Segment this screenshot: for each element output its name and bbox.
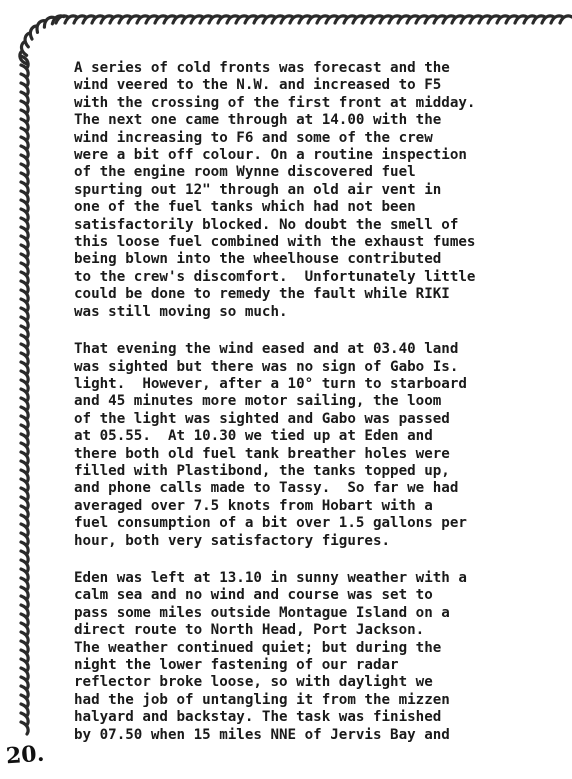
page-number: 20. [5, 740, 46, 770]
text-line: were a bit off colour. On a routine inspection [74, 147, 467, 164]
text-line: with the crossing of the first front at midday. [74, 94, 476, 111]
text-line: being blown into the wheelhouse contributed [74, 251, 442, 268]
text-line: one of the fuel tanks which had not been [74, 199, 416, 216]
text-line: halyard and backstay. The task was finished [74, 709, 442, 726]
text-line: was still moving so much. [74, 303, 288, 320]
text-line: The next one came through at 14.00 with the [74, 112, 442, 129]
text-line: there both old fuel tank breather holes were [74, 445, 450, 462]
paragraph-1 [74, 60, 562, 321]
text-line: satisfactorily blocked. No doubt the smell of [74, 216, 459, 233]
body-text [74, 60, 562, 744]
text-line: light. However, after a 10° turn to starboard [74, 375, 467, 392]
text-line: averaged over 7.5 knots from Hobart with a [74, 497, 433, 514]
text-line: wind veered to the N.W. and increased to F5 [74, 77, 442, 94]
text-line: spurting out 12" through an old air vent in [74, 181, 442, 198]
paragraph-3 [74, 570, 562, 744]
text-line: by 07.50 when 15 miles NNE of Jervis Bay and [74, 726, 450, 743]
text-line: of the engine room Wynne discovered fuel [74, 164, 416, 181]
text-line: was sighted but there was no sign of Gabo Is. [74, 358, 459, 375]
text-line: night the lower fastening of our radar [74, 657, 399, 673]
text-line: could be done to remedy the fault while RIKI [74, 286, 450, 303]
text-line: had the job of untangling it from the mizzen [74, 691, 450, 708]
text-line: at 05.55. At 10.30 we tied up at Eden and [74, 428, 433, 445]
text-line: this loose fuel combined with the exhaust fumes [74, 234, 476, 251]
text-line: to the crew's discomfort. Unfortunately little [74, 268, 476, 285]
paragraph-2 [74, 341, 562, 550]
text-line: and 45 minutes more motor sailing, the loom [74, 393, 442, 410]
text-line: hour, both very satisfactory figures. [74, 532, 391, 549]
text-line: A series of cold fronts was forecast and the [74, 60, 450, 76]
text-line: The weather continued quiet; but during the [74, 639, 442, 656]
text-line: direct route to North Head, Port Jackson. [74, 622, 425, 639]
text-line: Eden was left at 13.10 in sunny weather with a [74, 569, 467, 586]
text-line: calm sea and no wind and course was set to [74, 587, 433, 604]
text-line: That evening the wind eased and at 03.40 land [74, 341, 459, 358]
text-line: wind increasing to F6 and some of the crew [74, 129, 433, 146]
paragraph-gap [74, 550, 562, 570]
text-line: fuel consumption of a bit over 1.5 gallons per [74, 515, 467, 532]
text-line: pass some miles outside Montague Island on a [74, 604, 450, 621]
text-line: reflector broke loose, so with daylight we [74, 674, 433, 691]
text-line: filled with Plastibond, the tanks topped up, [74, 462, 450, 479]
text-line: and phone calls made to Tassy. So far we had [74, 480, 459, 497]
text-line: of the light was sighted and Gabo was passed [74, 410, 450, 427]
paragraph-gap [74, 321, 562, 341]
